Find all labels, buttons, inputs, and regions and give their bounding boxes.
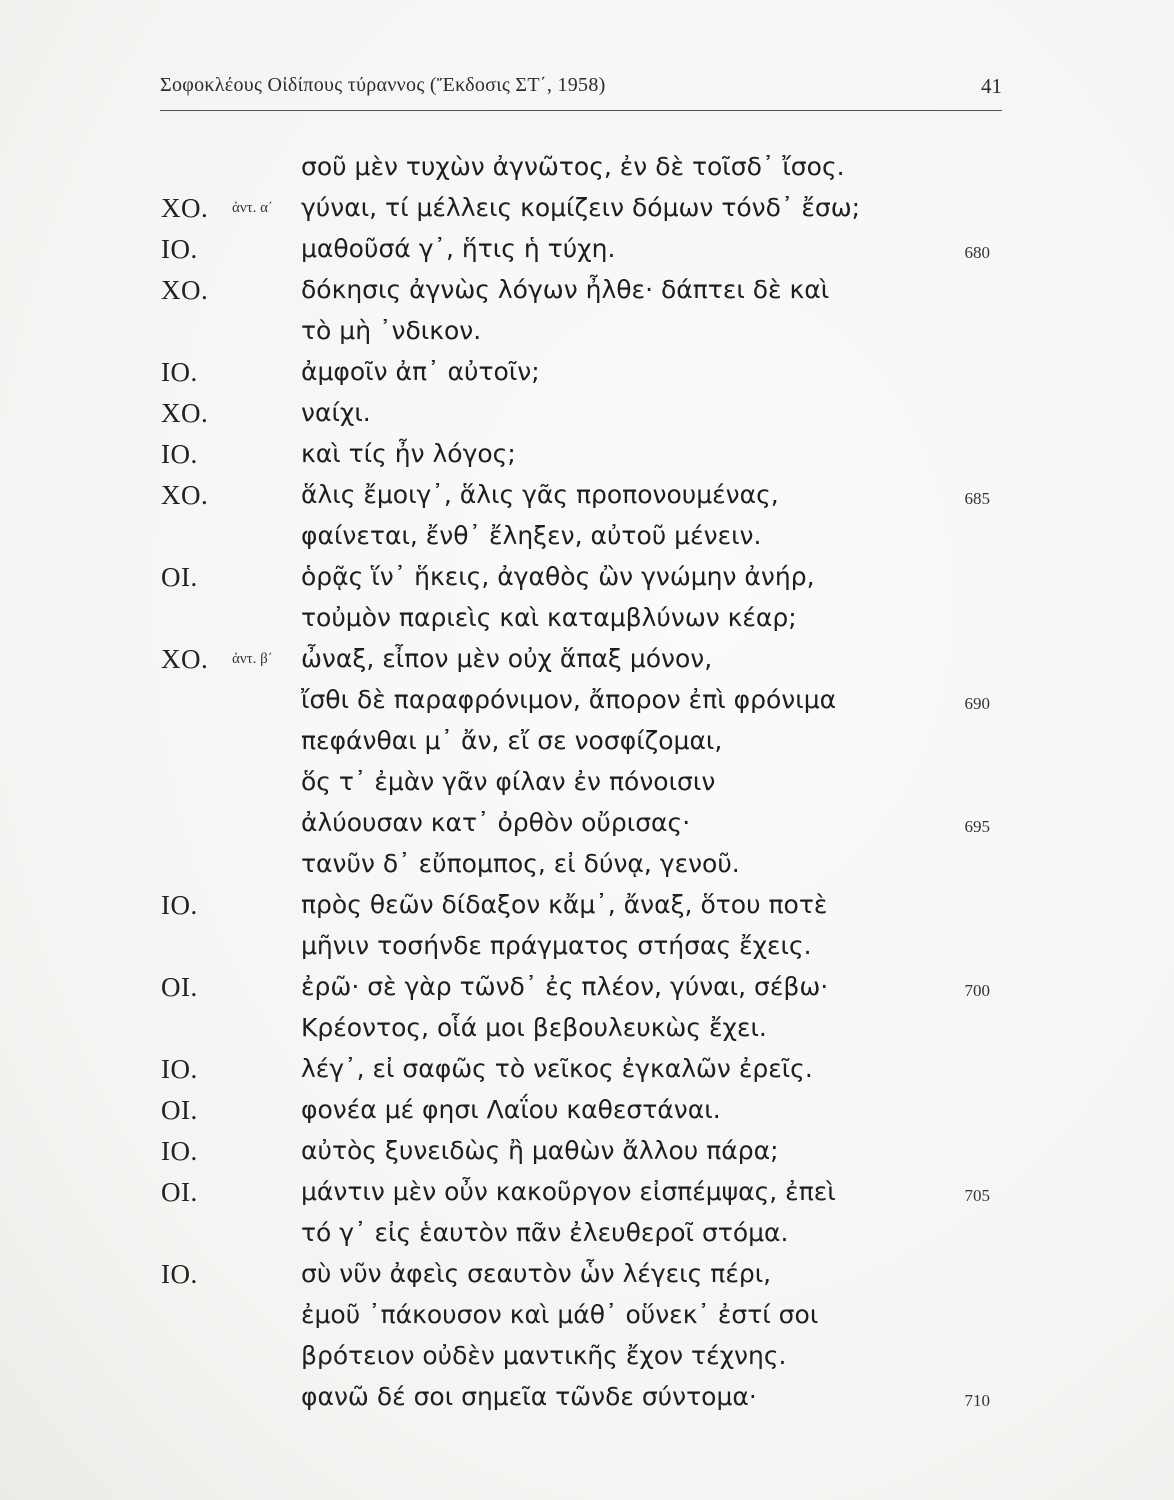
- verse-line: [0, 398, 1174, 439]
- speaker-label: ΟΙ.: [161, 1095, 198, 1125]
- strophe-marker: ἀντ. β΄: [232, 651, 273, 667]
- verse-text: σὺ νῦν ἀφεὶς σεαυτὸν ὧν λέγεις πέρι,: [301, 1259, 772, 1288]
- speaker-label: ΙΟ.: [161, 1054, 198, 1084]
- verse-line: [0, 1177, 1174, 1218]
- verse-text: ἀλύουσαν κατ᾽ ὀρθὸν οὔρισας·: [301, 808, 691, 837]
- verse-line: [0, 1013, 1174, 1054]
- speaker-label: ΙΟ.: [161, 234, 198, 264]
- verse-text: ἴσθι δὲ παραφρόνιμον, ἄπορον ἐπὶ φρόνιμα: [301, 685, 837, 714]
- verse-text: ἀμφοῖν ἀπ᾽ αὐτοῖν;: [301, 357, 540, 386]
- verse-line: [0, 480, 1174, 521]
- verse-text: ναίχι.: [301, 398, 371, 427]
- line-number: 685: [964, 489, 990, 508]
- verse-text: καὶ τίς ἦν λόγος;: [301, 439, 516, 468]
- line-number: 695: [964, 817, 990, 836]
- verse-line: [0, 972, 1174, 1013]
- verse-text: πεφάνθαι μ᾽ ἄν, εἴ σε νοσφίζομαι,: [301, 726, 723, 755]
- verse-line: [0, 152, 1174, 193]
- verse-text: μαθοῦσά γ᾽, ἥτις ἡ τύχη.: [301, 234, 616, 263]
- speaker-label: ΧΟ.: [161, 480, 209, 510]
- verse-line: [0, 234, 1174, 275]
- speaker-label: ΟΙ.: [161, 972, 198, 1002]
- verse-line: [0, 1341, 1174, 1382]
- strophe-marker: ἀντ. α΄: [232, 200, 274, 216]
- line-number: 705: [964, 1186, 990, 1205]
- verse-text: φονέα μέ φησι Λαΐου καθεστάναι.: [301, 1095, 721, 1124]
- verse-line: [0, 275, 1174, 316]
- verse-line: [0, 521, 1174, 562]
- running-head: Σοφοκλέους Οἰδίπους τύραννος (Ἔκδοσις ΣΤ΄, 1958): [160, 74, 606, 96]
- verse-line: [0, 644, 1174, 685]
- verse-line: [0, 316, 1174, 357]
- speaker-label: ΙΟ.: [161, 439, 198, 469]
- verse-line: [0, 603, 1174, 644]
- line-number: 710: [964, 1391, 990, 1410]
- verse-text: ὦναξ, εἶπον μὲν οὐχ ἅπαξ μόνον,: [301, 644, 713, 673]
- verse-block: [0, 152, 1174, 1423]
- verse-text: Κρέοντος, οἷά μοι βεβουλευκὼς ἔχει.: [301, 1013, 767, 1042]
- verse-line: [0, 726, 1174, 767]
- speaker-label: ΙΟ.: [161, 1259, 198, 1289]
- speaker-label: ΙΟ.: [161, 1136, 198, 1166]
- speaker-label: ΧΟ.: [161, 275, 209, 305]
- verse-line: [0, 1259, 1174, 1300]
- speaker-label: ΧΟ.: [161, 644, 209, 674]
- verse-line: [0, 1095, 1174, 1136]
- verse-line: [0, 1054, 1174, 1095]
- verse-text: τό γ᾽ εἰς ἑαυτὸν πᾶν ἐλευθεροῖ στόμα.: [301, 1218, 789, 1247]
- verse-text: ἅλις ἔμοιγ᾽, ἅλις γᾶς προπονουμένας,: [301, 480, 779, 509]
- verse-line: [0, 767, 1174, 808]
- verse-line: [0, 439, 1174, 480]
- line-number: 680: [964, 243, 990, 262]
- verse-text: αὐτὸς ξυνειδὼς ἢ μαθὼν ἄλλου πάρα;: [301, 1136, 779, 1165]
- verse-line: [0, 357, 1174, 398]
- verse-text: βρότειον οὐδὲν μαντικῆς ἔχον τέχνης.: [301, 1341, 787, 1370]
- verse-line: [0, 849, 1174, 890]
- verse-line: [0, 808, 1174, 849]
- speaker-label: ΧΟ.: [161, 398, 209, 428]
- verse-line: [0, 890, 1174, 931]
- page-header: [160, 70, 1002, 111]
- speaker-label: ΧΟ.: [161, 193, 209, 223]
- verse-line: [0, 685, 1174, 726]
- verse-text: μῆνιν τοσήνδε πράγματος στήσας ἔχεις.: [301, 931, 812, 960]
- verse-line: [0, 1218, 1174, 1259]
- verse-text: μάντιν μὲν οὖν κακοῦργον εἰσπέμψας, ἐπεὶ: [301, 1177, 836, 1206]
- verse-text: τὸ μὴ ᾽νδικον.: [301, 316, 482, 345]
- speaker-label: ΙΟ.: [161, 890, 198, 920]
- verse-line: [0, 562, 1174, 603]
- verse-line: [0, 931, 1174, 972]
- verse-text: ἐρῶ· σὲ γὰρ τῶνδ᾽ ἐς πλέον, γύναι, σέβω·: [301, 972, 829, 1001]
- verse-text: τανῦν δ᾽ εὔπομπος, εἰ δύνᾳ, γενοῦ.: [301, 849, 740, 878]
- speaker-label: ΟΙ.: [161, 562, 198, 592]
- line-number: 700: [964, 981, 990, 1000]
- verse-text: τοὐμὸν παριεὶς καὶ καταμβλύνων κέαρ;: [301, 603, 797, 632]
- verse-text: φανῶ δέ σοι σημεῖα τῶνδε σύντομα·: [301, 1382, 757, 1411]
- verse-text: ὁρᾷς ἵν᾽ ἥκεις, ἀγαθὸς ὢν γνώμην ἀνήρ,: [301, 562, 815, 591]
- verse-text: ἐμοῦ ᾽πάκουσον καὶ μάθ᾽ οὕνεκ᾽ ἐστί σοι: [301, 1300, 819, 1329]
- verse-text: σοῦ μὲν τυχὼν ἀγνῶτος, ἐν δὲ τοῖσδ᾽ ἴσος.: [301, 152, 845, 181]
- verse-line: [0, 1300, 1174, 1341]
- verse-text: φαίνεται, ἔνθ᾽ ἔληξεν, αὐτοῦ μένειν.: [301, 521, 762, 550]
- verse-text: γύναι, τί μέλλεις κομίζειν δόμων τόνδ᾽ ἔσω;: [301, 193, 861, 222]
- verse-text: πρὸς θεῶν δίδαξον κἄμ᾽, ἄναξ, ὅτου ποτὲ: [301, 890, 828, 919]
- verse-line: [0, 193, 1174, 234]
- line-number: 690: [964, 694, 990, 713]
- verse-text: λέγ᾽, εἰ σαφῶς τὸ νεῖκος ἐγκαλῶν ἐρεῖς.: [301, 1054, 813, 1083]
- verse-line: [0, 1136, 1174, 1177]
- speaker-label: ΟΙ.: [161, 1177, 198, 1207]
- verse-text: ὅς τ᾽ ἐμὰν γᾶν φίλαν ἐν πόνοισιν: [301, 767, 716, 796]
- speaker-label: ΙΟ.: [161, 357, 198, 387]
- verse-text: δόκησις ἀγνὼς λόγων ἦλθε· δάπτει δὲ καὶ: [301, 275, 830, 304]
- page-number: 41: [981, 74, 1002, 98]
- verse-line: [0, 1382, 1174, 1423]
